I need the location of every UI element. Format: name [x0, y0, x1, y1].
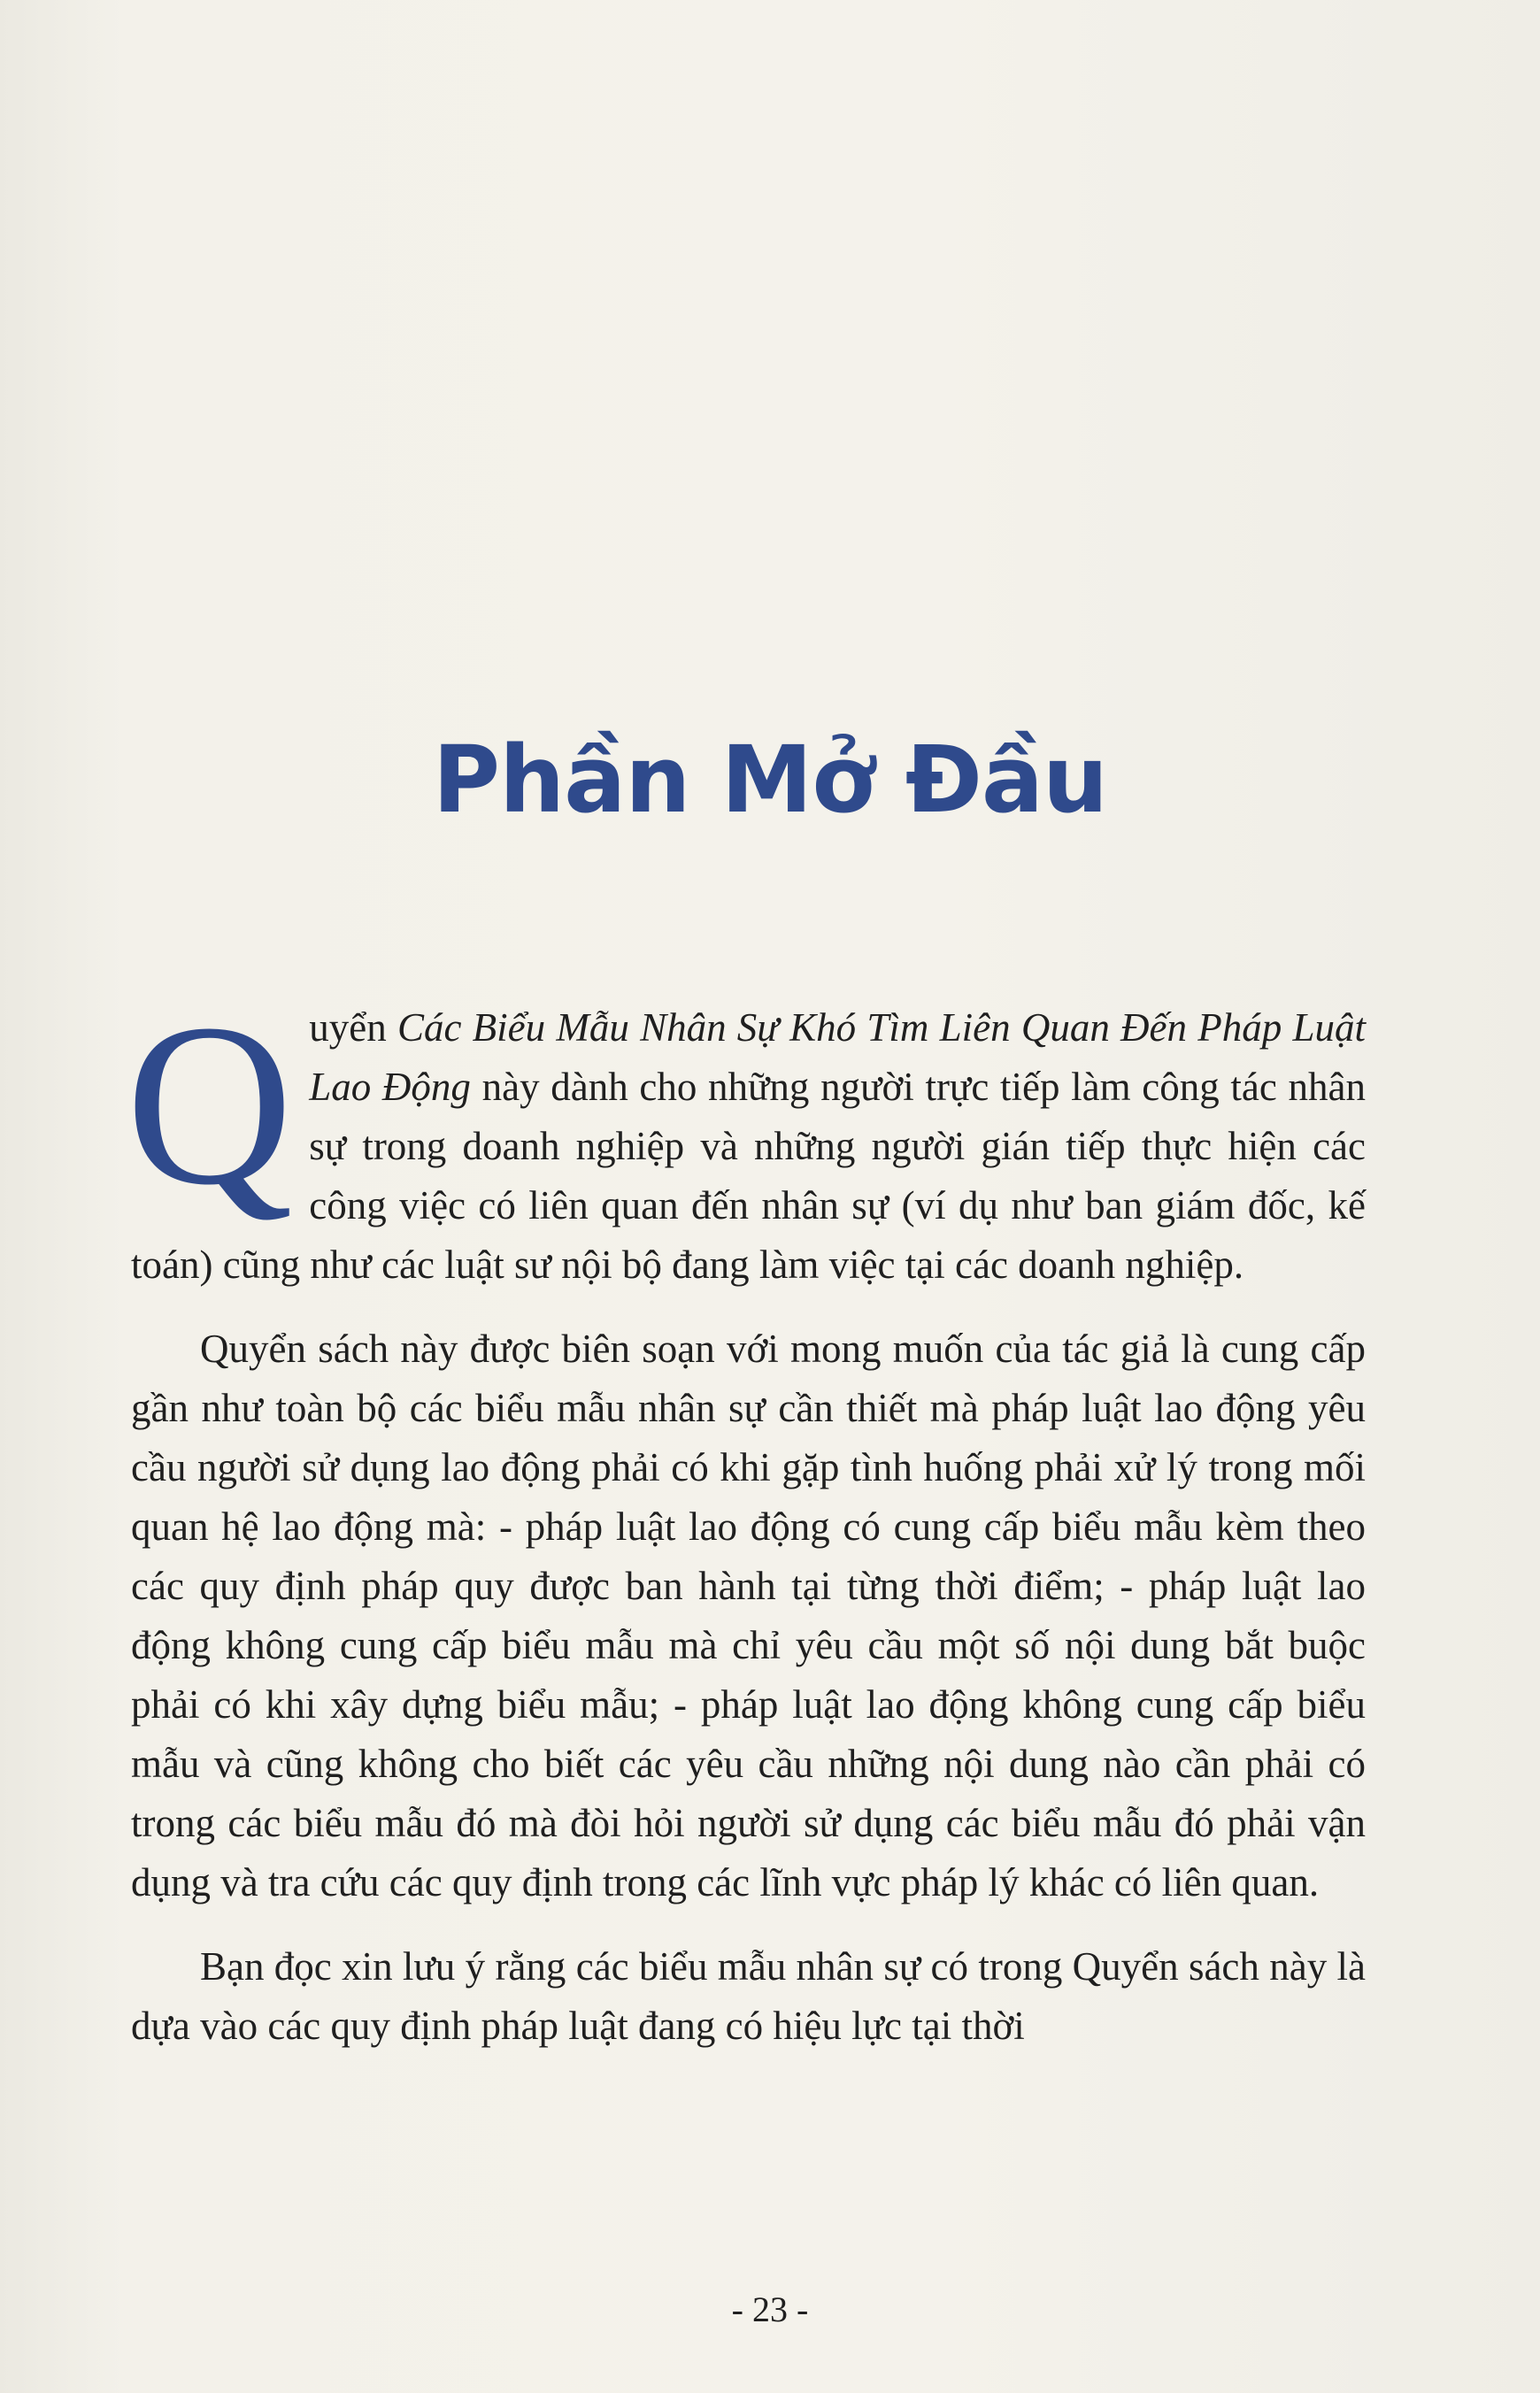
- chapter-title: Phần Mở Đầu: [432, 726, 1108, 834]
- body-text: [126, 976, 1366, 2056]
- paragraph-purpose: Quyển sách này được biên soạn với mong muốn của tác giả là cung cấp gần như toàn bộ các biểu mẫu nhân sự cần thiết mà pháp luật lao động yêu cầu người sử dụng lao động phải có khi gặp tình huống phải xử lý trong mối quan hệ lao động mà: - pháp luật lao động có cung cấp biểu mẫu kèm theo các quy định pháp quy được ban hành tại từng thời điểm; - pháp luật lao động không cung cấp biểu mẫu mà chỉ yêu cầu một số nội dung bắt buộc phải có khi xây dựng biểu mẫu; - pháp luật lao động không cung cấp biểu mẫu và cũng không cho biết các yêu cầu những nội dung nào cần phải có trong các biểu mẫu đó mà đòi hỏi người sử dụng các biểu mẫu đó phải vận dụng và tra cứu các quy định trong các lĩnh vực pháp lý khác có liên quan.: [131, 1327, 1366, 1904]
- intro-rest: này dành cho những người trực tiếp làm công tác nhân sự trong doanh nghiệp và những người gián tiếp thực hiện các công việc có liên quan đến nhân sự (ví dụ như ban giám đốc, kế toán) cũng như các luật sư nội bộ đang làm việc tại các doanh nghiệp.: [131, 1065, 1366, 1287]
- page-number: - 23 -: [731, 2289, 809, 2329]
- drop-cap: Q: [126, 976, 294, 1233]
- book-title-italic: Các Biểu Mẫu Nhân Sự Khó Tìm Liên Quan Đến Pháp Luật Lao Động: [309, 1005, 1366, 1109]
- paragraph-intro: [126, 976, 1366, 1295]
- paragraph-note: Bạn đọc xin lưu ý rằng các biểu mẫu nhân sự có trong Quyển sách này là dựa vào các quy định pháp luật đang có hiệu lực tại thời: [131, 1944, 1366, 2048]
- intro-lead: uyển: [309, 1005, 397, 1050]
